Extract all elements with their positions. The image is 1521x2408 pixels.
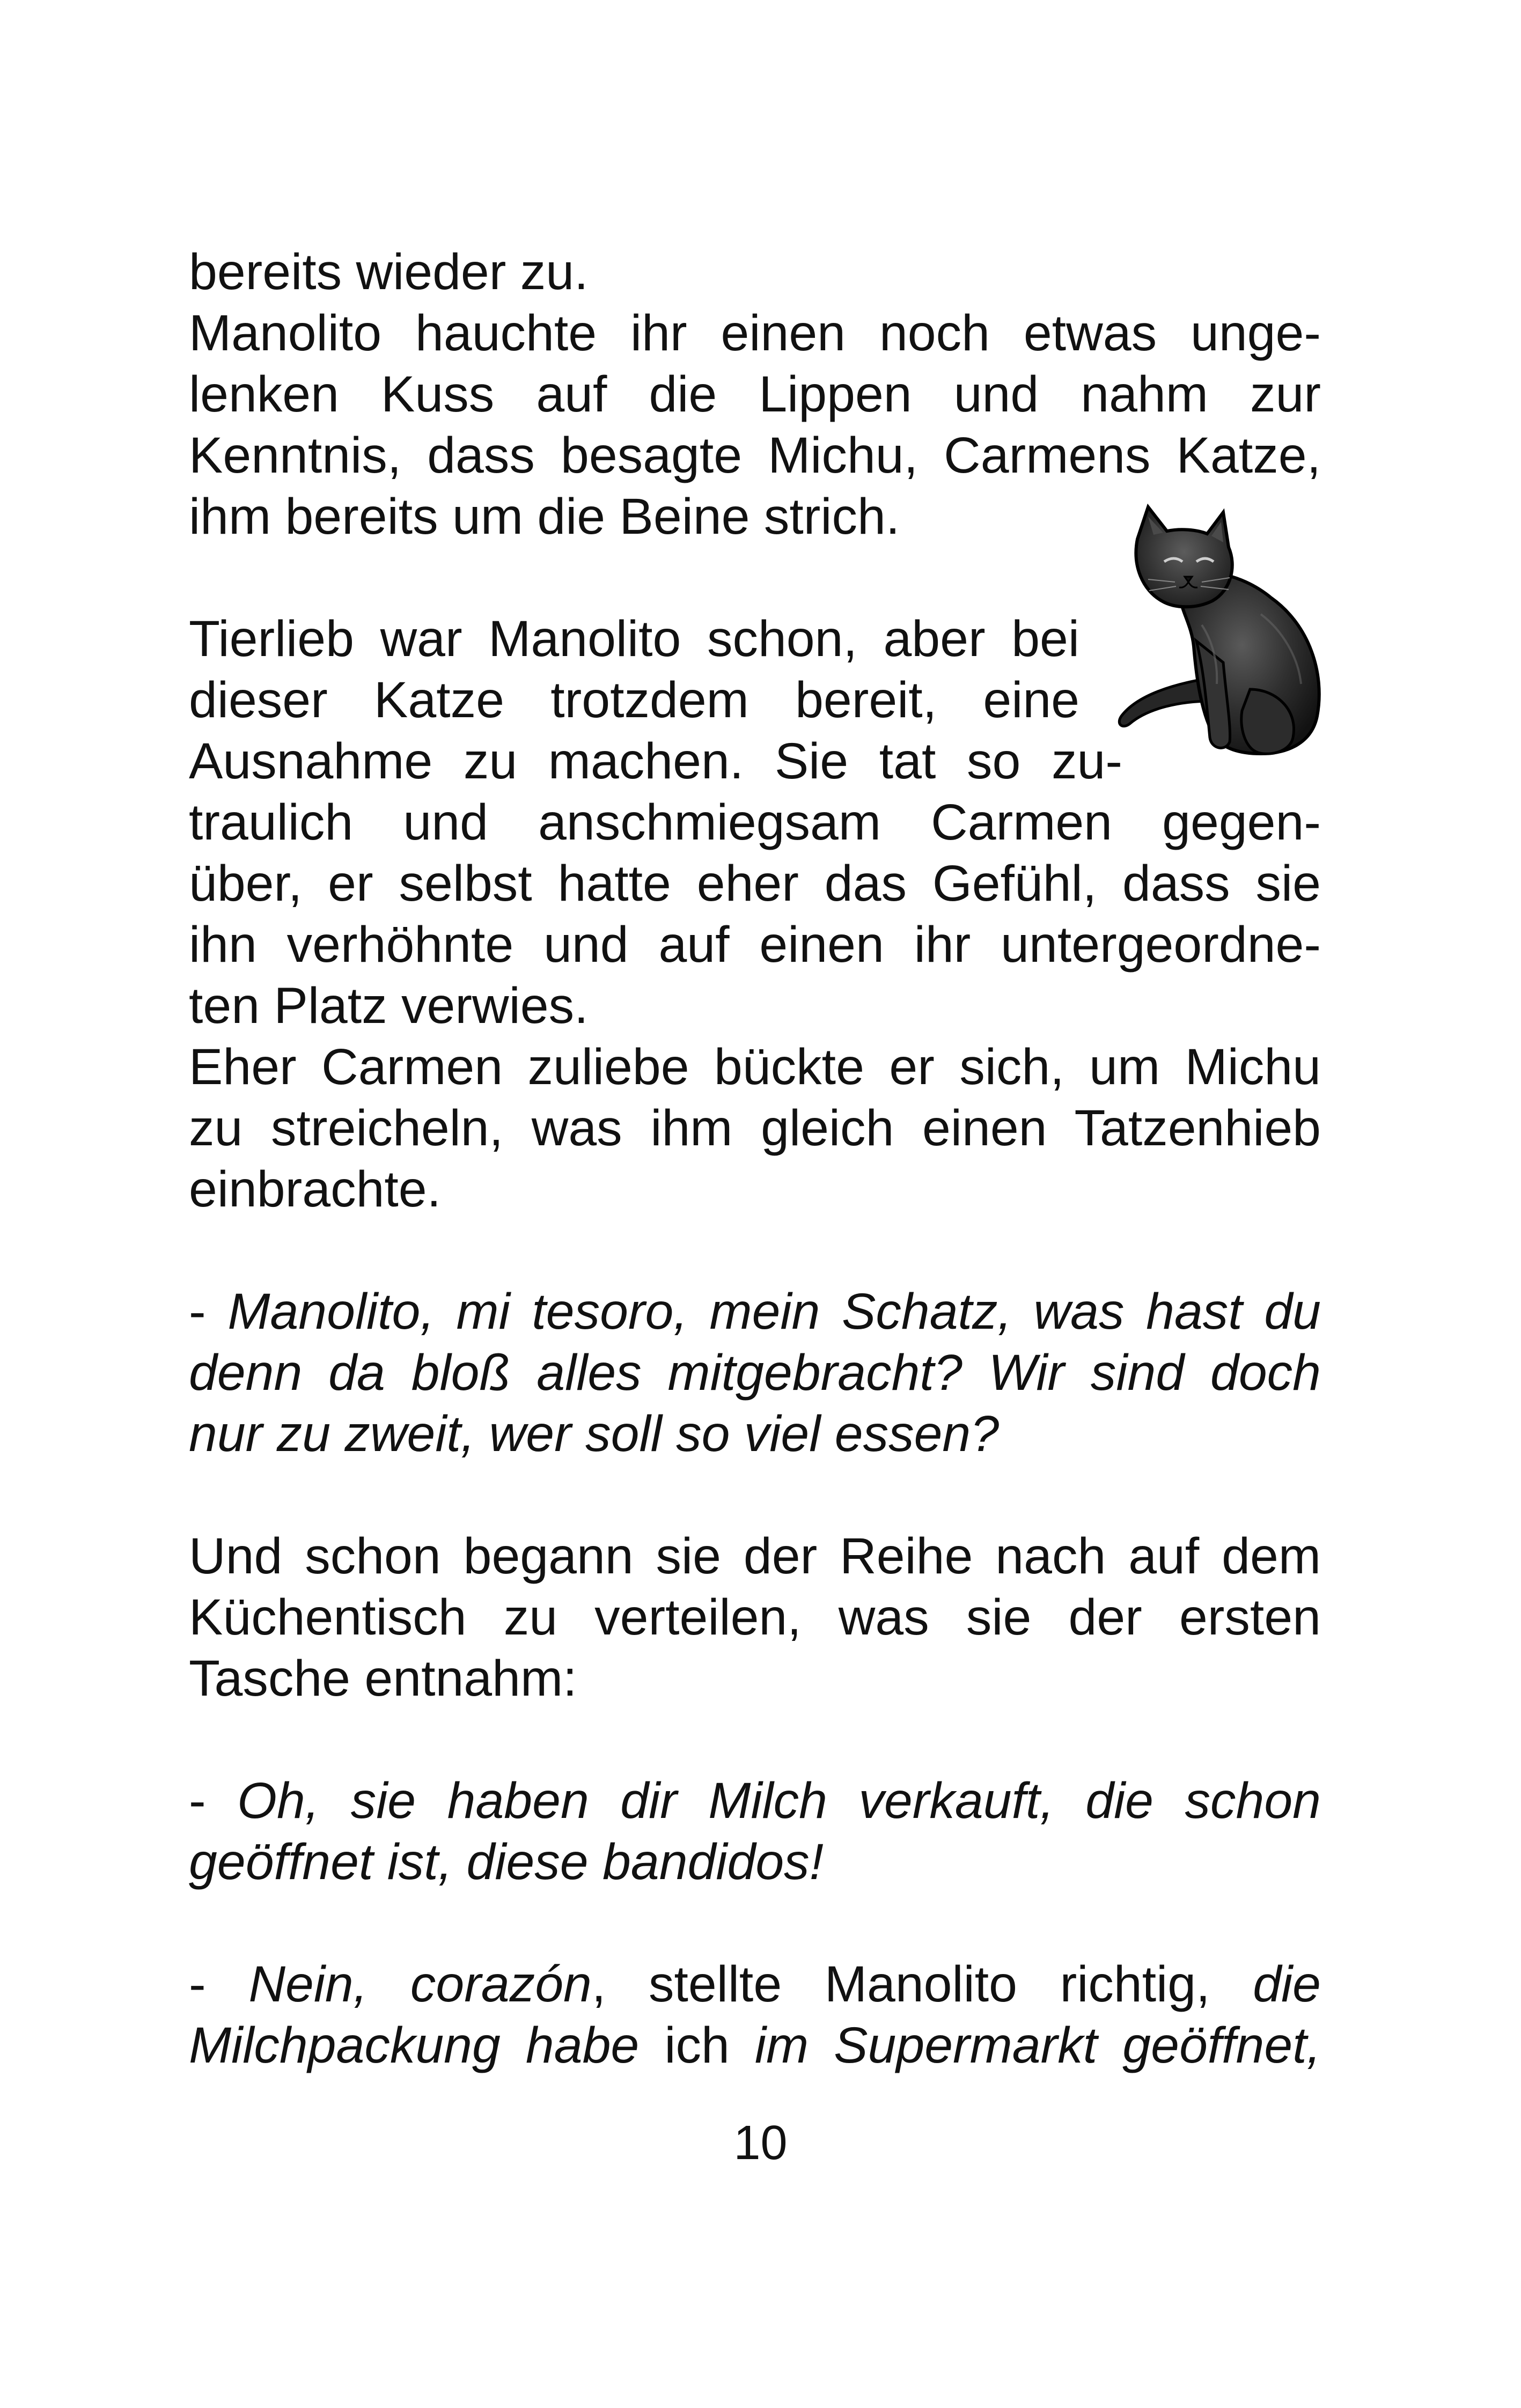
text-line: Tasche entnahm: bbox=[189, 1650, 577, 1707]
text-line: bereits wieder zu. bbox=[189, 244, 589, 300]
text-line: Und schon begann sie der Reihe nach auf dem bbox=[189, 1528, 1321, 1585]
text-line: lenken Kuss auf die Lippen und nahm zur bbox=[189, 366, 1321, 423]
text-line: ihn verhöhnte und auf einen ihr untergeordne- bbox=[189, 916, 1321, 973]
text-line: Tierlieb war Manolito schon, aber bei bbox=[189, 610, 1079, 667]
narration-text: , stellte Manolito richtig, bbox=[591, 1956, 1253, 2013]
paragraph-spacer bbox=[189, 1709, 1321, 1770]
text-line: ten Platz verwies. bbox=[189, 977, 589, 1034]
dialogue-dash: - bbox=[189, 1772, 238, 1829]
paragraph-spacer bbox=[189, 1464, 1321, 1526]
text-line: über, er selbst hatte eher das Gefühl, dass sie bbox=[189, 855, 1321, 912]
text-line: Eher Carmen zuliebe bückte er sich, um Michu bbox=[189, 1039, 1321, 1095]
text-line: Kenntnis, dass besagte Michu, Carmens Katze, bbox=[189, 427, 1321, 484]
text-line: Manolito hauchte ihr einen noch etwas unge- bbox=[189, 305, 1321, 362]
dialogue-line bbox=[189, 2015, 1321, 2076]
text-line: Küchentisch zu verteilen, was sie der ersten bbox=[189, 1589, 1321, 1646]
dialogue-text: die bbox=[1253, 1956, 1321, 2013]
page-number: 10 bbox=[733, 2116, 788, 2170]
dialogue-line bbox=[189, 1954, 1321, 2015]
dialogue-line bbox=[189, 1770, 1321, 1831]
dialogue-line: nur zu zweit, wer soll so viel essen? bbox=[189, 1405, 1000, 1462]
text-line: ihm bereits um die Beine strich. bbox=[189, 488, 900, 545]
text-line: dieser Katze trotzdem bereit, eine bbox=[189, 672, 1079, 728]
dialogue-dash: - bbox=[189, 1283, 228, 1340]
text-line: zu streicheln, was ihm gleich einen Tatzenhieb bbox=[189, 1100, 1321, 1157]
dialogue-line bbox=[189, 1281, 1321, 1342]
dialogue-line: geöffnet ist, diese bandidos! bbox=[189, 1833, 824, 1890]
dialogue-text: Milchpackung habe bbox=[189, 2017, 640, 2074]
dialogue-text: Nein, corazón bbox=[248, 1956, 592, 2013]
text-line: einbrachte. bbox=[189, 1161, 442, 1218]
narration-text: ich bbox=[639, 2017, 755, 2074]
dialogue-text: Manolito, mi tesoro, mein Schatz, was hast du bbox=[227, 1283, 1321, 1340]
paragraph-spacer bbox=[189, 1220, 1321, 1281]
text-line: traulich und anschmiegsam Carmen gegen- bbox=[189, 794, 1321, 851]
dialogue-text: im Supermarkt geöffnet, bbox=[754, 2017, 1321, 2074]
black-cat-illustration bbox=[1116, 502, 1331, 764]
dialogue-dash: - bbox=[189, 1956, 249, 2013]
text-line: Ausnahme zu machen. Sie tat so zu- bbox=[189, 733, 1122, 790]
paragraph-spacer bbox=[189, 1892, 1321, 1954]
dialogue-text: Oh, sie haben dir Milch verkauft, die schon bbox=[237, 1772, 1321, 1829]
dialogue-line: denn da bloß alles mitgebracht? Wir sind doch bbox=[189, 1344, 1321, 1401]
